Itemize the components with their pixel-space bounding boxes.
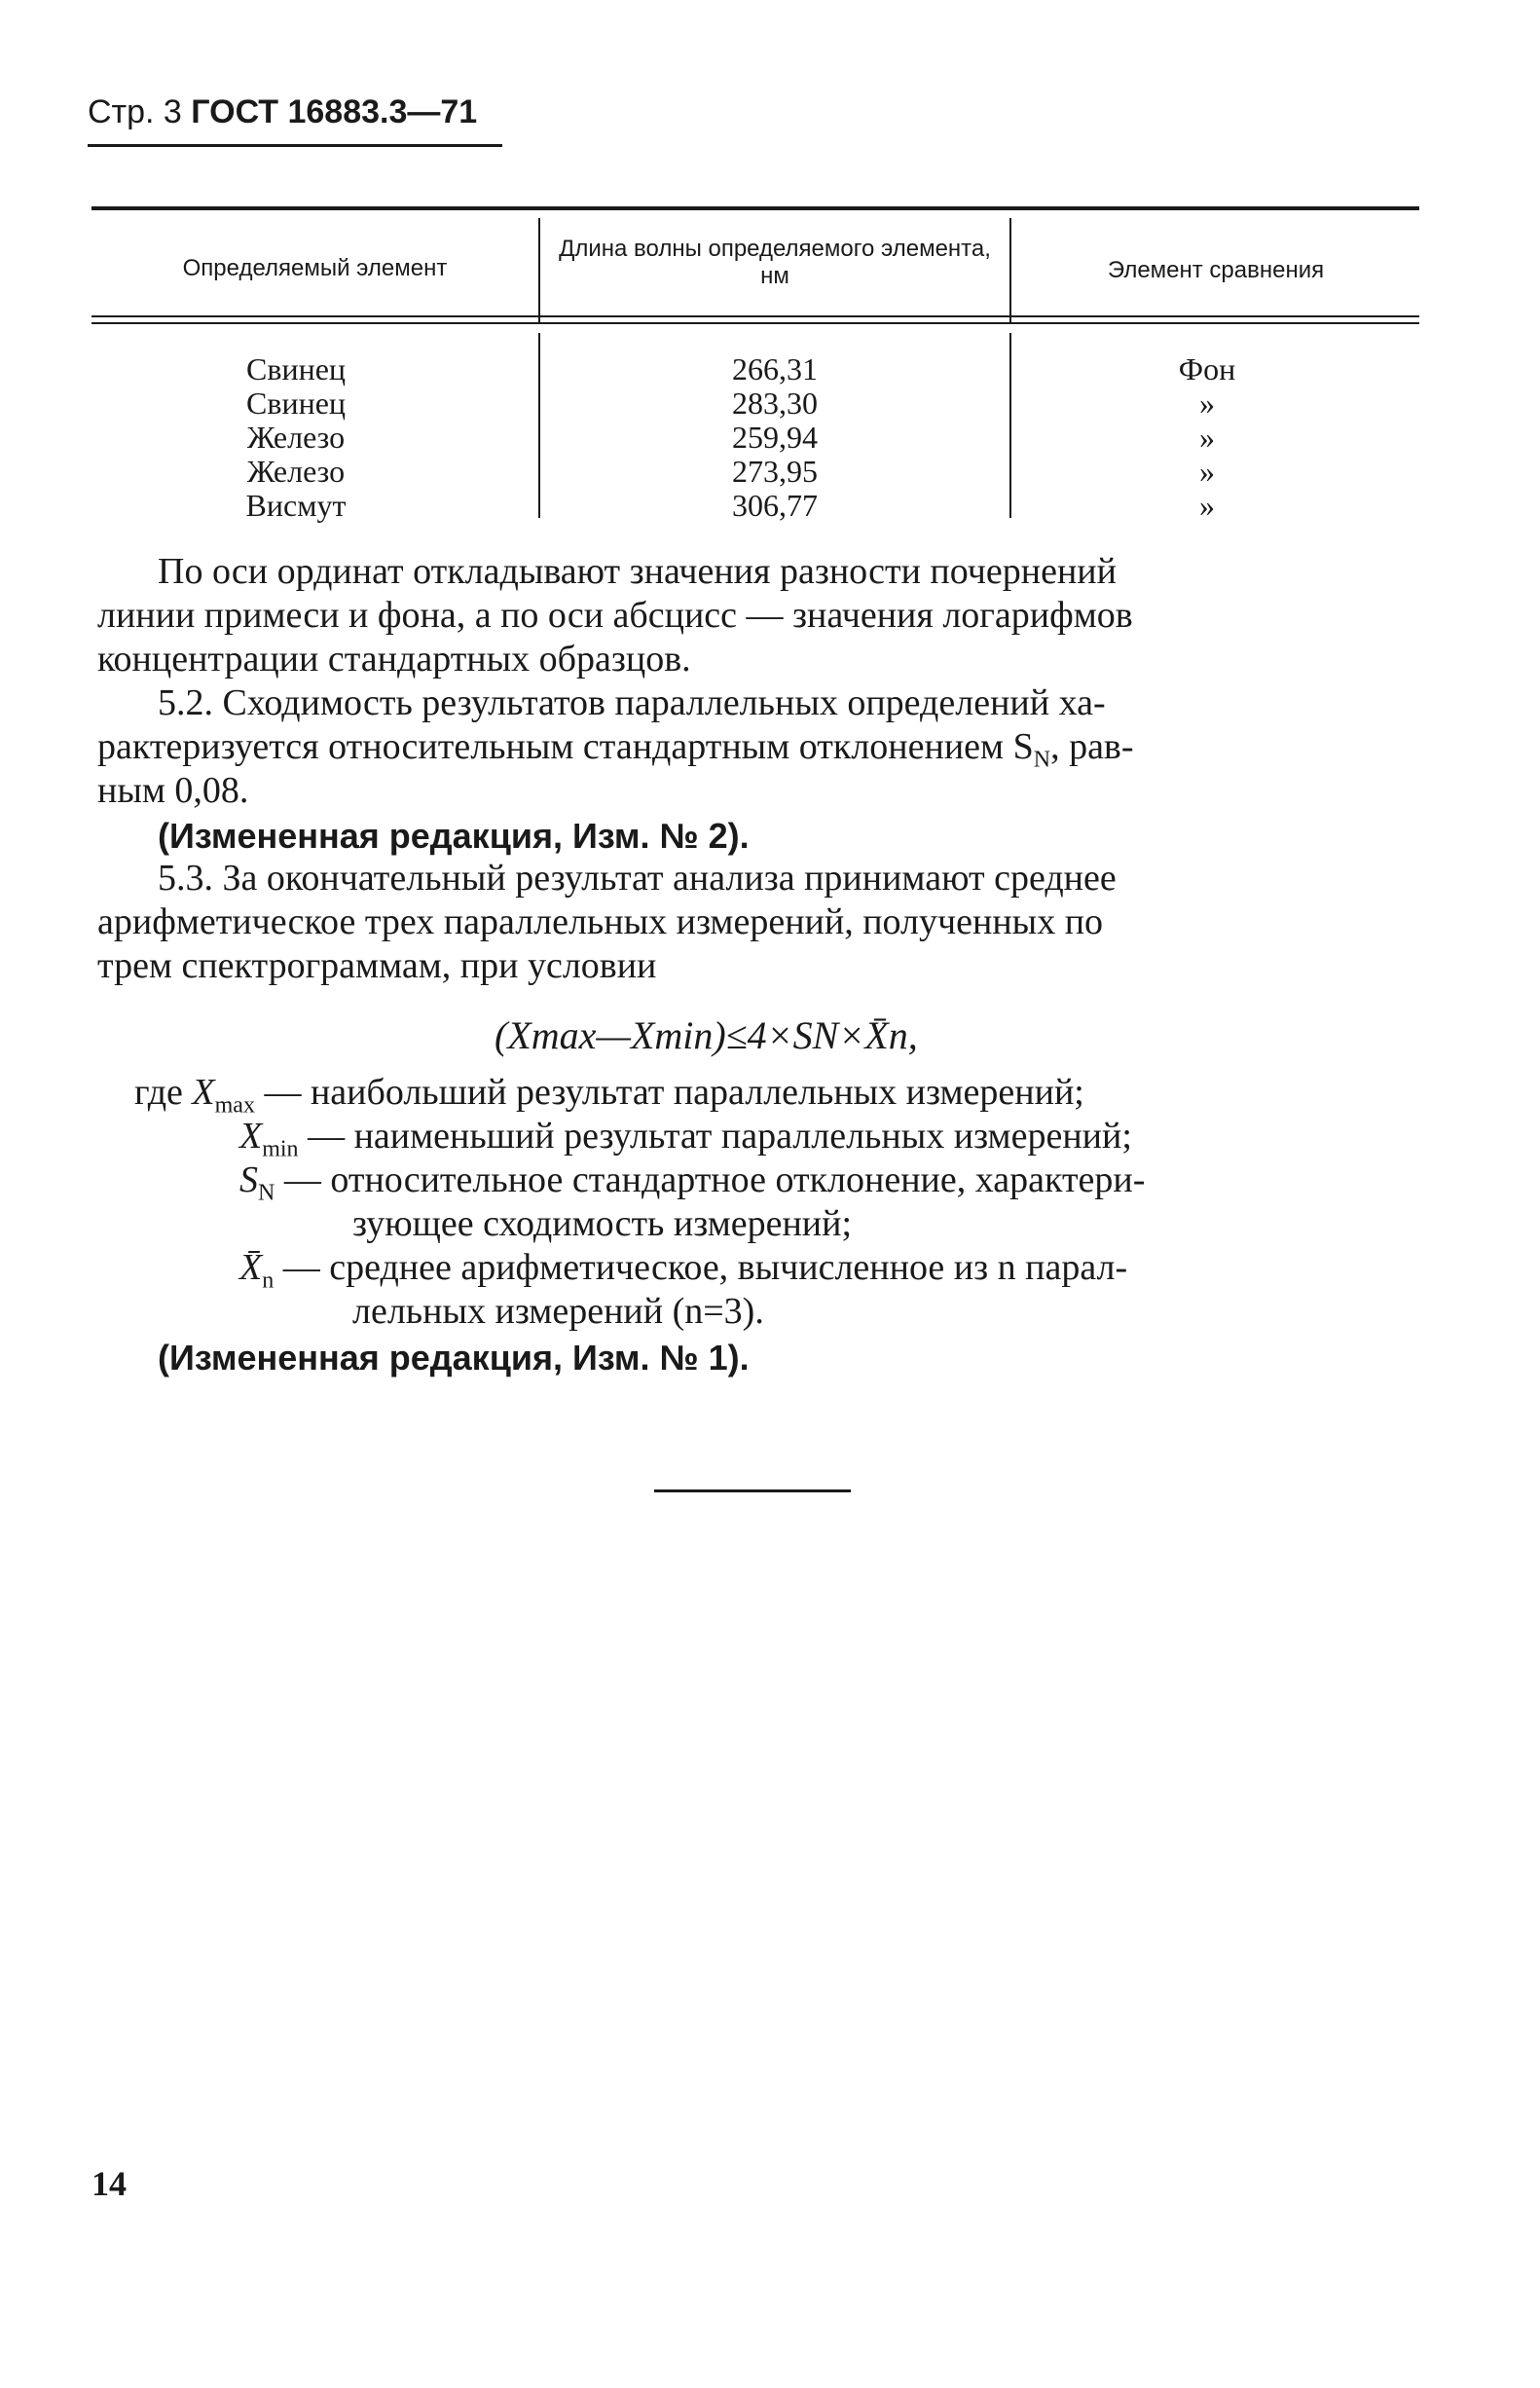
standard-code: ГОСТ 16883.3—71 bbox=[191, 93, 478, 130]
clause-5-2-line bbox=[97, 725, 1134, 783]
table-cell: » bbox=[1199, 488, 1215, 523]
symbol: X̄ bbox=[239, 1247, 263, 1288]
definition-continuation: зующее сходимость измерений; bbox=[352, 1203, 853, 1244]
symbol: X bbox=[192, 1072, 215, 1113]
end-rule bbox=[654, 1489, 851, 1492]
paragraph-line: концентрации стандартных образцов. bbox=[97, 639, 691, 680]
column-header-wavelength: Длина волны определяемого элемента, нм bbox=[559, 236, 991, 289]
page-header bbox=[88, 93, 477, 131]
clause-text: , рав- bbox=[1050, 726, 1134, 767]
table-cell: Фон bbox=[1178, 351, 1236, 386]
definition-text: — наименьший результат параллельных измерений; bbox=[308, 1116, 1132, 1157]
subscript: N bbox=[1033, 747, 1051, 773]
subscript: max bbox=[214, 1092, 255, 1119]
amendment-note-1: (Измененная редакция, Изм. № 1). bbox=[158, 1338, 750, 1378]
page-label: Стр. 3 bbox=[88, 93, 182, 130]
table-divider bbox=[1009, 333, 1011, 518]
table-cell: 259,94 bbox=[732, 420, 818, 455]
header-rule bbox=[88, 144, 502, 147]
clause-5-3-line: 5.3. За окончательный результат анализа принимают среднее bbox=[158, 858, 1117, 899]
column-header-reference: Элемент сравнения bbox=[1107, 257, 1325, 283]
table-cell: » bbox=[1199, 420, 1215, 455]
table-divider bbox=[1009, 218, 1011, 323]
definition-continuation: лельных измерений (n=3). bbox=[352, 1291, 764, 1332]
table-cell: » bbox=[1199, 454, 1215, 489]
clause-text: рактеризуется относительным стандартным отклонением S bbox=[97, 726, 1034, 767]
amendment-note-2: (Измененная редакция, Изм. № 2). bbox=[158, 816, 750, 856]
table-cell: Висмут bbox=[245, 488, 347, 523]
table-cell: 273,95 bbox=[732, 454, 818, 489]
clause-5-2-line: 5.2. Сходимость результатов параллельных определений ха- bbox=[158, 682, 1106, 723]
table-cell: Свинец bbox=[245, 351, 347, 386]
table-divider bbox=[538, 333, 540, 518]
paragraph-line: По оси ординат откладывают значения разности почернений bbox=[158, 551, 1117, 592]
table-header-rule bbox=[92, 315, 1419, 317]
condition-formula: (Xmax—Xmin)≤4×SN×X̄n, bbox=[495, 1013, 918, 1057]
table-cell: Железо bbox=[246, 420, 346, 455]
element-column bbox=[92, 352, 500, 523]
definition-text: — среднее арифметическое, вычисленное из n парал- bbox=[282, 1247, 1128, 1288]
clause-5-3-line: арифметическое трех параллельных измерений, полученных по bbox=[97, 901, 1104, 942]
table-cell: Железо bbox=[246, 454, 346, 489]
symbol: S bbox=[239, 1159, 258, 1200]
subscript: min bbox=[262, 1136, 299, 1162]
table-cell: 266,31 bbox=[732, 351, 818, 386]
subscript: N bbox=[258, 1180, 275, 1206]
clause-5-2-line: ным 0,08. bbox=[97, 770, 249, 811]
column-header-element: Определяемый элемент bbox=[182, 255, 448, 281]
table-top-rule bbox=[92, 206, 1419, 210]
definition-text: — относительное стандартное отклонение, характери- bbox=[283, 1159, 1146, 1200]
paragraph-line: линии примеси и фона, а по оси абсцисс — значения логарифмов bbox=[97, 595, 1133, 636]
wavelength-column bbox=[541, 352, 1008, 523]
table-cell: » bbox=[1199, 386, 1215, 421]
table-cell: 306,77 bbox=[732, 488, 818, 523]
table-divider bbox=[538, 218, 540, 323]
where-label: где bbox=[134, 1072, 183, 1113]
reference-column bbox=[1012, 352, 1402, 523]
table-header-rule bbox=[92, 322, 1419, 324]
clause-5-3-line: трем спектрограммам, при условии bbox=[97, 945, 657, 986]
definition-text: — наибольший результат параллельных измерений; bbox=[264, 1072, 1084, 1113]
symbol: X bbox=[239, 1116, 263, 1157]
page-number: 14 bbox=[92, 2164, 127, 2203]
subscript: n bbox=[262, 1267, 275, 1294]
table-cell: 283,30 bbox=[732, 386, 818, 421]
table-cell: Свинец bbox=[245, 386, 347, 421]
